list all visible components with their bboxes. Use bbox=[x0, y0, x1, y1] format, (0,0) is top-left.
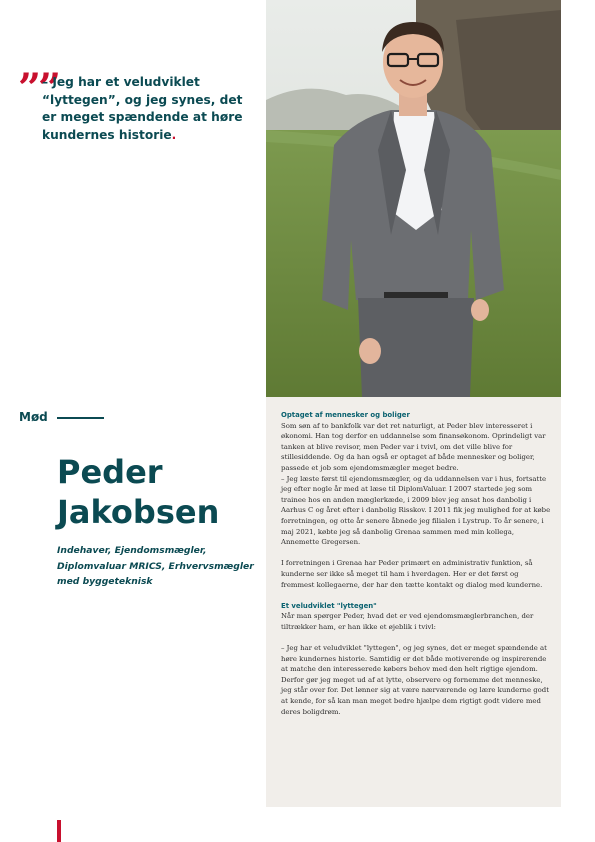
section-rule bbox=[57, 417, 104, 419]
pull-quote-text: – Jeg har et veludviklet “lyttegen”, og jeg synes, det er meget spændende at høre kundernes historie bbox=[42, 75, 243, 142]
article-paragraph-2: – Jeg læste først til ejendomsmægler, og da uddannelsen var i hus, fortsatte jeg efter nogle år med at læse til DiplomValuar. I 2007 startede jeg som trainee hos en anden mæglerkæde, i 2009 blev jeg ansat hos danbolig i Aarhus C og året efter i danbolig Risskov. I 2011 fik jeg mulighed for at købe forretningen, og otte år senere åbnede jeg filialen i Lystrup. To år senere, i maj 2021, købte jeg så danbolig Grenaa sammen med min kollega, Annemette Gregersen. bbox=[281, 474, 551, 547]
pull-quote bbox=[42, 74, 252, 144]
portrait-photo bbox=[266, 0, 561, 397]
section-label: Mød bbox=[19, 410, 48, 424]
person-name bbox=[57, 452, 257, 532]
person-first-name: Peder bbox=[57, 453, 163, 491]
article-body bbox=[281, 410, 551, 717]
article-paragraph-1: Som søn af to bankfolk var det ret naturligt, at Peder blev interesseret i økonomi. Han tog derfor en uddannelse som finansøkonom. Oprindeligt var tanken at blive revisor, men Peder var i tvivl, om det ville blive for stillesiddende. Og da han også er optaget af både mennesker og boliger, passede et job som ejendomsmægler meget bedre. bbox=[281, 421, 546, 472]
person-last-name: Jakobsen bbox=[57, 493, 220, 531]
article-paragraph-5: – Jeg har et veludviklet "lyttegen", og jeg synes, det er meget spændende at høre kundernes historie. Samtidig er det både motiverende og inspirerende at matche den interesserede købers behov med den helt rigtige ejendom. Derfor gør jeg meget ud af at lytte, observere og fornemme det menneske, jeg står over for. Det lønner sig at være nærværende og lære kunderne godt at kende, for så kan man meget bedre hjælpe dem rigtigt godt videre med deres boligdrøm. bbox=[281, 644, 549, 716]
page-marker bbox=[57, 820, 61, 842]
article-paragraph-4: Når man spørger Peder, hvad det er ved ejendomsmæglerbranchen, der tiltrækker ham, er han ikke et øjeblik i tvivl: bbox=[281, 612, 534, 631]
article-heading-2: Et veludviklet "lyttegen" bbox=[281, 601, 377, 610]
portrait-illustration bbox=[266, 0, 561, 397]
quote-mark-icon: ”” bbox=[18, 65, 59, 112]
pull-quote-end: . bbox=[171, 127, 177, 142]
person-title: Indehaver, Ejendomsmægler, Diplomvaluar MRICS, Erhvervsmægler med byggeteknisk bbox=[57, 545, 254, 587]
article-paragraph-3: I forretningen i Grenaa har Peder primært en administrativ funktion, så kunderne ser ikke så meget til ham i hverdagen. Her er det først og fremmest kollegaerne, der har den tætte kontakt og dialog med kunderne. bbox=[281, 559, 543, 589]
article-heading-1: Optaget af mennesker og boliger bbox=[281, 411, 410, 419]
